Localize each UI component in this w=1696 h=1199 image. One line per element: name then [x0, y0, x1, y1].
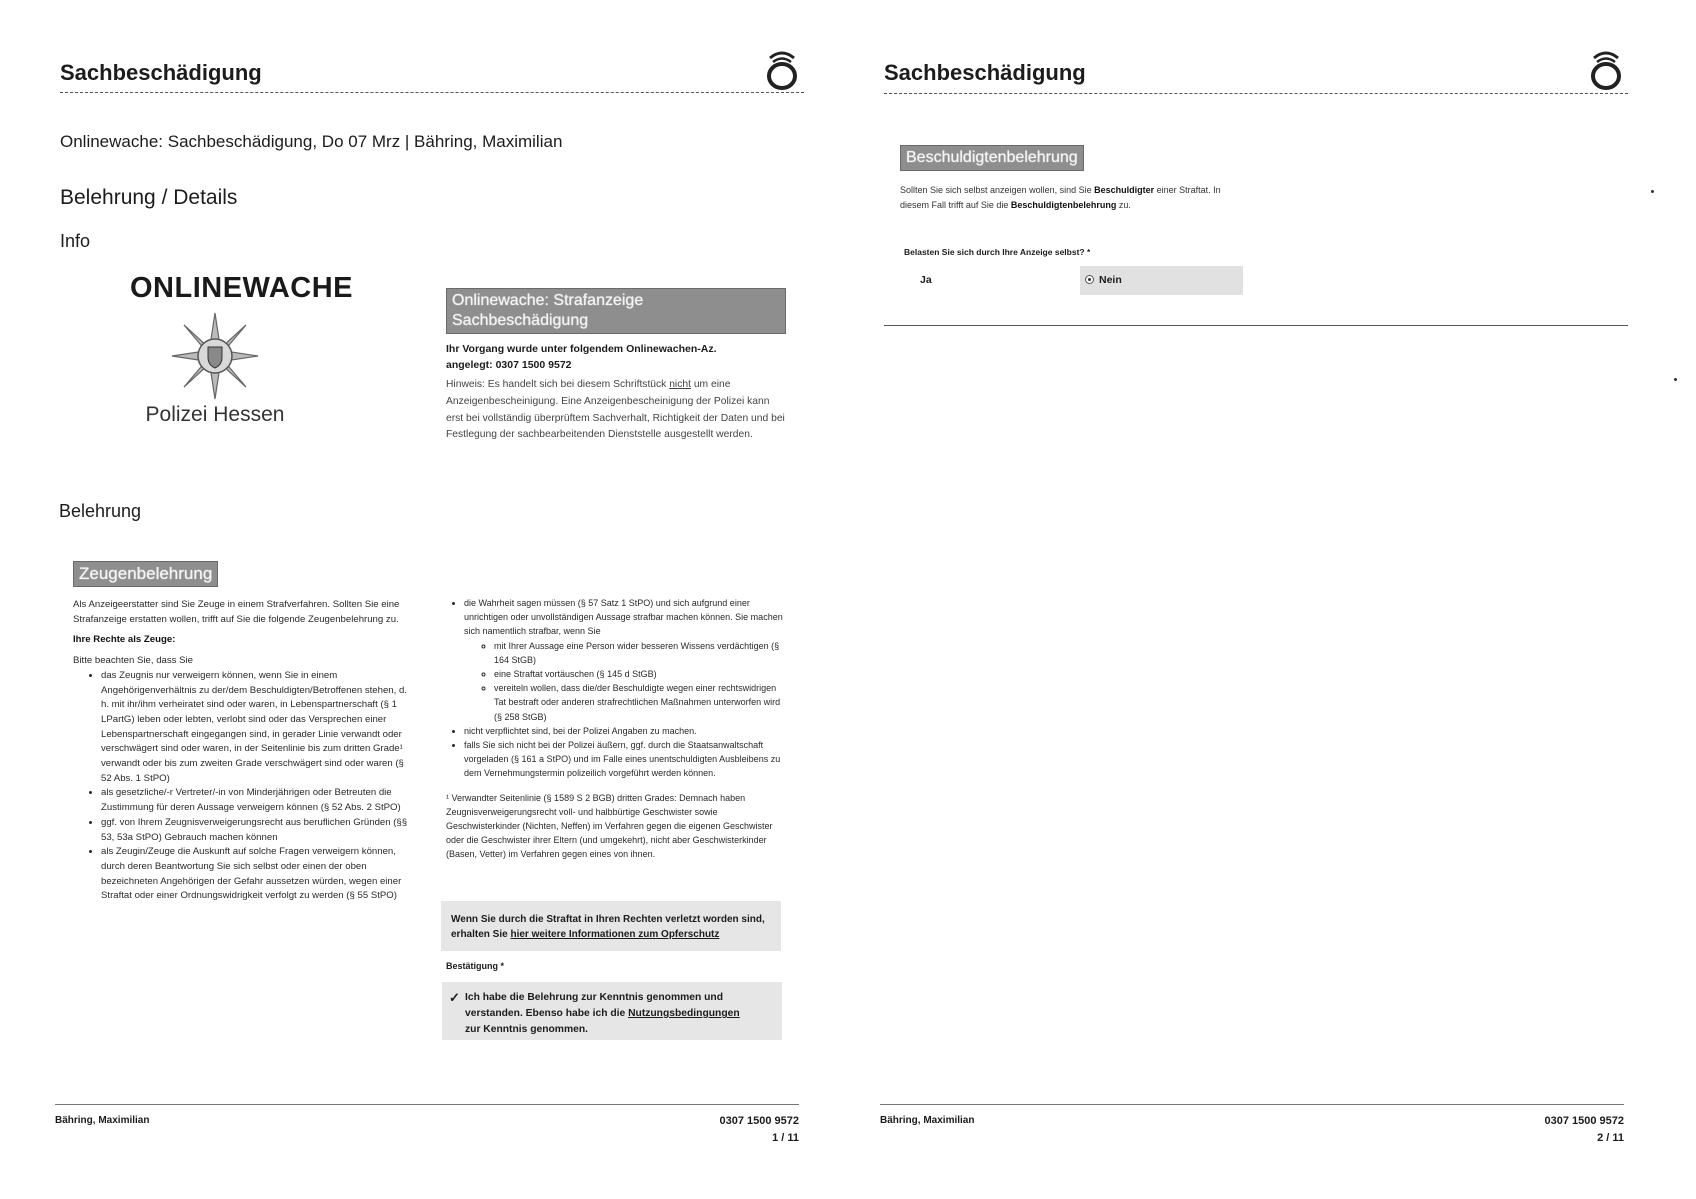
page-header-title: Sachbeschädigung — [60, 60, 262, 85]
info-label: Info — [60, 231, 91, 251]
confirm-text — [465, 990, 775, 1039]
terms-of-use-link[interactable]: Nutzungsbedingungen — [628, 1008, 740, 1020]
belehrung-label: Belehrung — [59, 501, 142, 521]
rights-lead: Bitte beachten Sie, dass Sie — [73, 655, 193, 667]
victim-info-line1: Wenn Sie durch die Straftat in Ihren Rechten verletzt worden sind, — [451, 914, 765, 925]
duty-sub-item: ◦ mit Ihrer Aussage eine Person wider besseren Wissens verdächtigen (§ 164 StGB) — [494, 639, 784, 667]
onlinewache-brand — [130, 272, 353, 427]
rights-list — [73, 669, 411, 904]
zeugen-left-column — [73, 598, 411, 904]
brand-title: ONLINEWACHE — [130, 272, 353, 304]
section-title: Belehrung / Details — [60, 186, 238, 209]
self-incrimination-question: Belasten Sie sich durch Ihre Anzeige selbst? * — [904, 247, 1091, 257]
duties-list — [446, 596, 784, 781]
document-page-2 — [848, 0, 1696, 1199]
case-reference-line1: Ihr Vorgang wurde unter folgendem Onlinewachen-Az. — [446, 343, 717, 355]
radio-selected-icon[interactable] — [1085, 275, 1094, 284]
notice-heading — [446, 288, 786, 334]
footer-divider — [55, 1104, 799, 1105]
footer-reference: 0307 1500 9572 — [719, 1115, 799, 1127]
rights-item: • als Zeugin/Zeuge die Auskunft auf solche Fragen verweigern können, durch deren Beantwortung Sie sich selbst oder einen der oben bezeichneten Angehörigen der Gefahr aussetzen würden, wegen einer Straftat oder einer Ordnungswidrigkeit verfolgt zu werden (§ 55 StPO) — [101, 845, 411, 904]
duties-item — [464, 596, 784, 724]
notice-hint-rest: um eine Anzeigenbescheinigung. Eine Anzeigenbescheinigung der Polizei kann erst bei vollständig überprüftem Sachverhalt, Richtigkeit der Daten und bei Festlegung der sachbearbeitenden Dienststelle ausgestellt werden. — [446, 379, 785, 441]
footer-name: Bähring, Maximilian — [55, 1115, 150, 1126]
page-header-title: Sachbeschädigung — [884, 60, 1086, 85]
notice-heading-line1: Onlinewache: Strafanzeige — [452, 292, 644, 309]
duties-item: • falls Sie sich nicht bei der Polizei äußern, ggf. durch die Staatsanwaltschaft vorgeladen (§ 161 a StPO) und im Falle eines unentschuldigten Ausbleibens zu dem Vernehmungstermin polizeilich vorgeführt werden können. — [464, 738, 784, 781]
notice-hint-emphasis: nicht — [669, 379, 691, 390]
accused-term: Beschuldigter — [1094, 185, 1155, 195]
duty-truth: die Wahrheit sagen müssen (§ 57 Satz 1 StPO) und sich aufgrund einer unrichtigen oder unvollständigen Aussage strafbar machen können. Sie machen sich namentlich strafbar, wenn Sie — [464, 598, 783, 637]
brand-org-part2: Hessen — [213, 403, 285, 426]
scan-speck — [1651, 190, 1654, 193]
rights-title: Ihre Rechte als Zeuge: — [73, 634, 176, 646]
notice-block — [446, 288, 786, 444]
header-divider — [884, 93, 1628, 94]
victim-info-prefix: erhalten Sie — [451, 929, 511, 940]
notice-hint-start: Hinweis: Es handelt sich bei diesem Schriftstück — [446, 379, 670, 390]
case-subtitle: Onlinewache: Sachbeschädigung, Do 07 Mrz | Bähring, Maximilian — [60, 132, 563, 151]
confirm-line2-prefix: verstanden. Ebenso habe ich die — [465, 1008, 629, 1020]
footer-divider — [880, 1104, 1624, 1105]
accused-text-start: Sollten Sie sich selbst anzeigen wollen, sind Sie — [900, 185, 1095, 195]
case-reference-line2: angelegt: 0307 1500 9572 — [446, 359, 572, 371]
accused-notice-text — [900, 183, 1240, 212]
option-yes[interactable]: Ja — [920, 274, 932, 286]
rights-item: • als gesetzliche/-r Vertreter/-in von Minderjährigen oder Betreuten die Zustimmung für deren Aussage verweigern können (§ 52 Abs. 2 StPO) — [101, 786, 411, 815]
hesse-police-star-icon — [170, 311, 260, 401]
zeugen-intro: Als Anzeigeerstatter sind Sie Zeuge in einem Strafverfahren. Sollten Sie eine Strafanzeige erstatten wollen, trifft auf Sie die folgende Zeugenbelehrung zu. — [73, 599, 400, 625]
notice-heading-line2: Sachbeschädigung — [452, 312, 589, 329]
header-divider — [60, 92, 804, 93]
beschuldigtenbelehrung-heading: Beschuldigtenbelehrung — [900, 145, 1084, 171]
brand-org-part1: Polizei — [145, 403, 208, 426]
accused-instruction-term: Beschuldigtenbelehrung — [1010, 199, 1117, 210]
rights-item: • das Zeugnis nur verweigern können, wenn Sie in einem Angehörigenverhältnis zu der/dem Beschuldigten/Betroffenen stehen, d. h. mit ihr/ihm verheiratet sind oder waren, in Lebenspartnerschaft (§ 1 LPartG) leben oder lebten, verlobt sind oder das Versprechen einer Lebenspartnerschaft eingegangen sind, in gerader Linie verwandt oder verschwägert sind oder waren, in der Seitenlinie bis zum dritten Grade¹ verwandt oder bis zum zweiten Grade verschwägert sind oder waren (§ 52 Abs. 1 StPO) — [101, 669, 411, 787]
scan-speck — [1674, 378, 1677, 381]
option-no-label: Nein — [1099, 274, 1122, 286]
police-cap-icon — [764, 46, 800, 95]
radio-dot — [1088, 278, 1091, 281]
rights-item: • ggf. von Ihrem Zeugnisverweigerungsrecht aus beruflichen Gründen (§§ 53, 53a StPO) Gebrauch machen können — [101, 816, 411, 845]
confirm-line1: Ich habe die Belehrung zur Kenntnis genommen und — [465, 992, 724, 1003]
notice-hint — [446, 377, 786, 444]
duty-sub-list — [464, 639, 784, 724]
zeugenbelehrung-heading: Zeugenbelehrung — [73, 561, 218, 587]
checkmark-icon[interactable]: ✓ — [449, 990, 460, 1005]
duty-sub-item: ◦ vereiteln wollen, dass die/der Beschuldigte wegen einer rechtswidrigen Tat bestraft oder anderen strafrechtlichen Maßnahmen unterworfen wird (§ 258 StGB) — [494, 681, 784, 724]
case-reference — [446, 341, 786, 373]
footer-name: Bähring, Maximilian — [880, 1115, 975, 1126]
footnote: ¹ Verwandter Seitenlinie (§ 1589 S 2 BGB) dritten Grades: Demnach haben Zeugnisverweigerungsrecht voll- und halbbürtige Geschwister sowie Geschwisterkinder (Nichten, Neffen) im Verfahren gegen die eigenen Geschwister oder die Geschwister ihrer Eltern (und umgekehrt), nicht aber Geschwisterkinder (Basen, Vetter) im Verfahren gegen eines von ihnen. — [446, 792, 773, 860]
victim-info-text — [451, 912, 781, 942]
accused-text-middle: einer Straftat. In diesem Fall trifft auf Sie die — [900, 185, 1221, 210]
brand-org — [130, 403, 300, 427]
duties-item: • nicht verpflichtet sind, bei der Polizei Angaben zu machen. — [464, 724, 784, 738]
victim-info-line2 — [451, 927, 781, 942]
zeugen-right-column — [446, 596, 784, 862]
page-number: 1 / 11 — [772, 1132, 799, 1144]
footer-reference: 0307 1500 9572 — [1544, 1115, 1624, 1127]
duty-sub-item: ◦ eine Straftat vortäuschen (§ 145 d StGB) — [494, 667, 784, 681]
accused-text-end: zu. — [1116, 199, 1131, 210]
section-divider — [884, 325, 1628, 326]
confirm-line2 — [465, 1006, 775, 1022]
page-number: 2 / 11 — [1597, 1132, 1624, 1144]
confirm-label: Bestätigung * — [446, 961, 505, 971]
confirm-line3: zur Kenntnis genommen. — [465, 1024, 588, 1036]
police-cap-icon — [1588, 46, 1624, 95]
victim-protection-link[interactable]: hier weitere Informationen zum Opferschutz — [510, 929, 720, 940]
